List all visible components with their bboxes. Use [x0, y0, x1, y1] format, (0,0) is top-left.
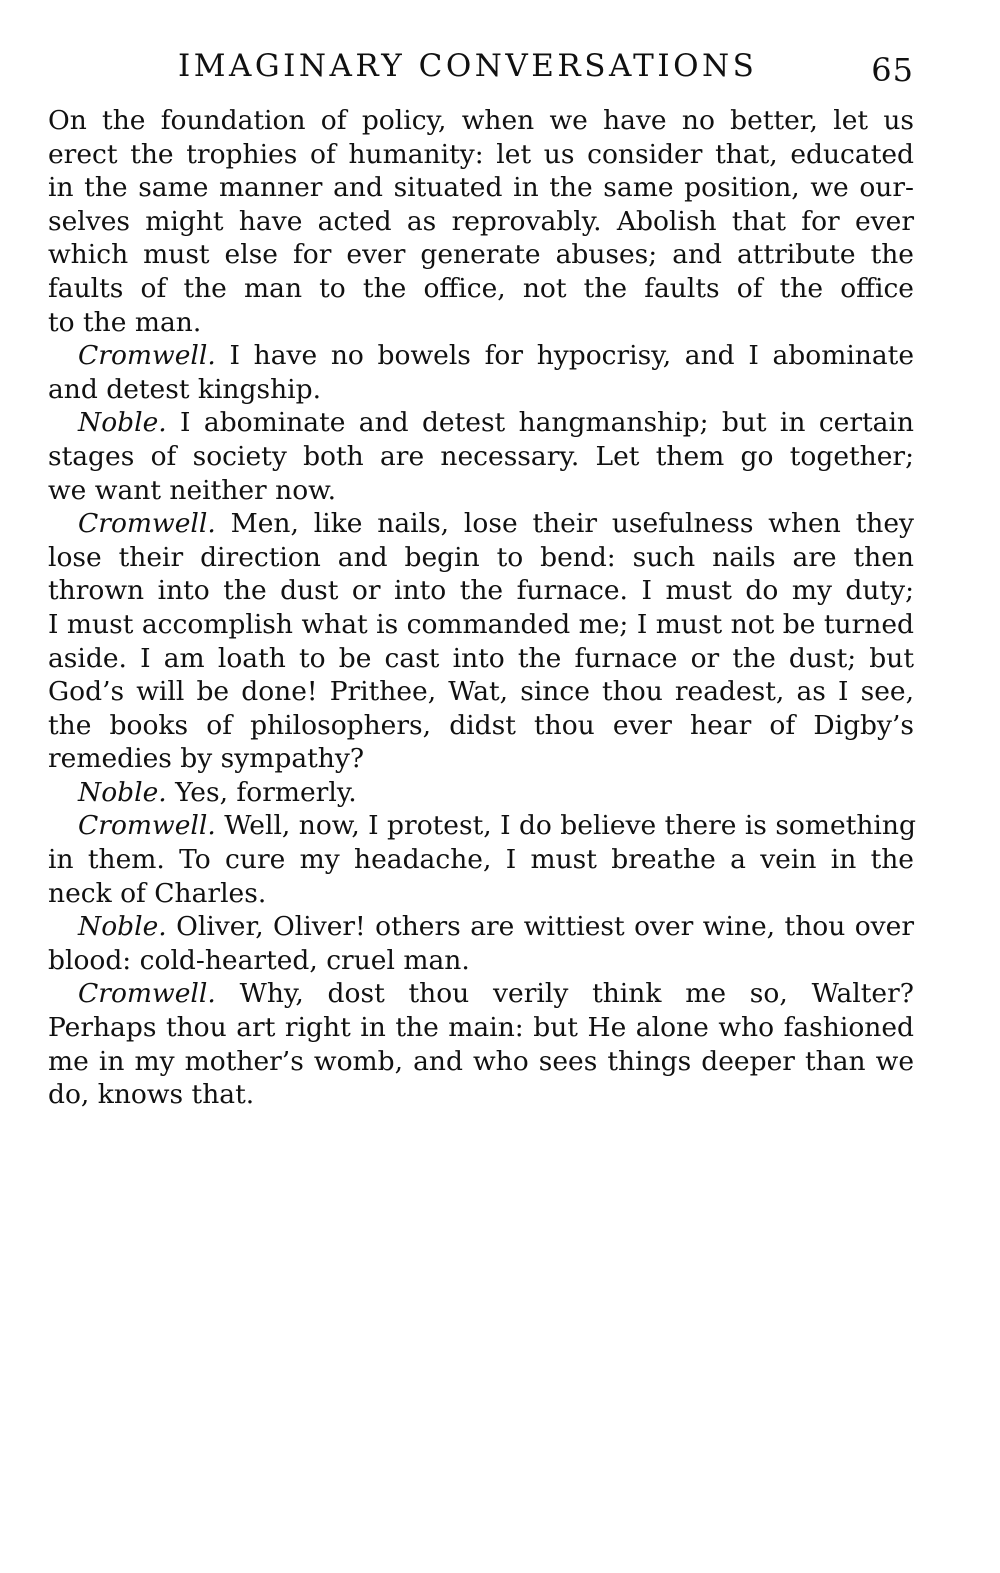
text-line: in them. To cure my headache, I must breathe a vein in the	[48, 844, 914, 876]
text-line: Perhaps thou art right in the main: but He alone who fashioned	[48, 1012, 914, 1044]
text-line: stages of society both are necessary. Let them go together;	[48, 440, 914, 472]
text-line: selves might have acted as reprovably. Abolish that for ever	[48, 205, 914, 237]
speaker-name: Noble.	[78, 407, 167, 439]
speaker-name: Noble.	[78, 776, 167, 808]
page-number: 65	[871, 51, 914, 89]
text-line: aside. I am loath to be cast into the furnace or the dust; but	[48, 642, 914, 674]
running-title: IMAGINARY CONVERSATIONS	[178, 48, 758, 84]
dialogue-line: Cromwell. I have no bowels for hypocrisy, and I abominate	[78, 340, 914, 372]
text-line: to the man.	[48, 306, 202, 338]
text-line: On the foundation of policy, when we have no better, let us	[48, 105, 914, 136]
speaker-name: Cromwell.	[78, 508, 216, 540]
text-line: blood: cold-hearted, cruel man.	[48, 944, 470, 976]
speaker-name: Cromwell.	[78, 340, 216, 372]
dialogue-line: Noble. Oliver, Oliver! others are wittiest over wine, thou over	[78, 911, 914, 943]
dialogue-line: Cromwell. Men, like nails, lose their usefulness when they	[78, 508, 914, 540]
text-line: do, knows that.	[48, 1079, 255, 1111]
text-line: and detest kingship.	[48, 373, 321, 405]
text-line: erect the trophies of humanity: let us consider that, educated	[48, 138, 914, 170]
text-line: neck of Charles.	[48, 877, 267, 909]
text-line: the books of philosophers, didst thou ever hear of Digby’s	[48, 709, 914, 741]
speaker-name: Cromwell.	[78, 978, 216, 1010]
text-line: God’s will be done! Prithee, Wat, since thou readest, as I see,	[48, 676, 914, 708]
text-line: lose their direction and begin to bend: such nails are then	[48, 541, 914, 573]
text-line: faults of the man to the office, not the faults of the office	[48, 272, 914, 304]
speaker-name: Cromwell.	[78, 810, 216, 842]
text-line: me in my mother’s womb, and who sees things deeper than we	[48, 1045, 914, 1077]
text-line: in the same manner and situated in the same position, we our-	[48, 172, 914, 204]
text-line: thrown into the dust or into the furnace. I must do my duty;	[48, 575, 914, 607]
text-line: I must accomplish what is commanded me; I must not be turned	[48, 608, 914, 640]
text-line: which must else for ever generate abuses; and attribute the	[48, 239, 914, 271]
running-head	[48, 42, 914, 89]
body-text	[48, 104, 914, 1112]
text-line: we want neither now.	[48, 474, 337, 506]
dialogue-line: Cromwell. Why, dost thou verily think me so, Walter?	[78, 978, 914, 1010]
dialogue-line: Noble. I abominate and detest hangmanship; but in certain	[78, 407, 914, 439]
dialogue-line: Noble. Yes, formerly.	[78, 776, 357, 808]
speaker-name: Noble.	[78, 911, 167, 943]
dialogue-line: Cromwell. Well, now, I protest, I do believe there is something	[78, 810, 916, 842]
text-line: remedies by sympathy?	[48, 743, 365, 775]
